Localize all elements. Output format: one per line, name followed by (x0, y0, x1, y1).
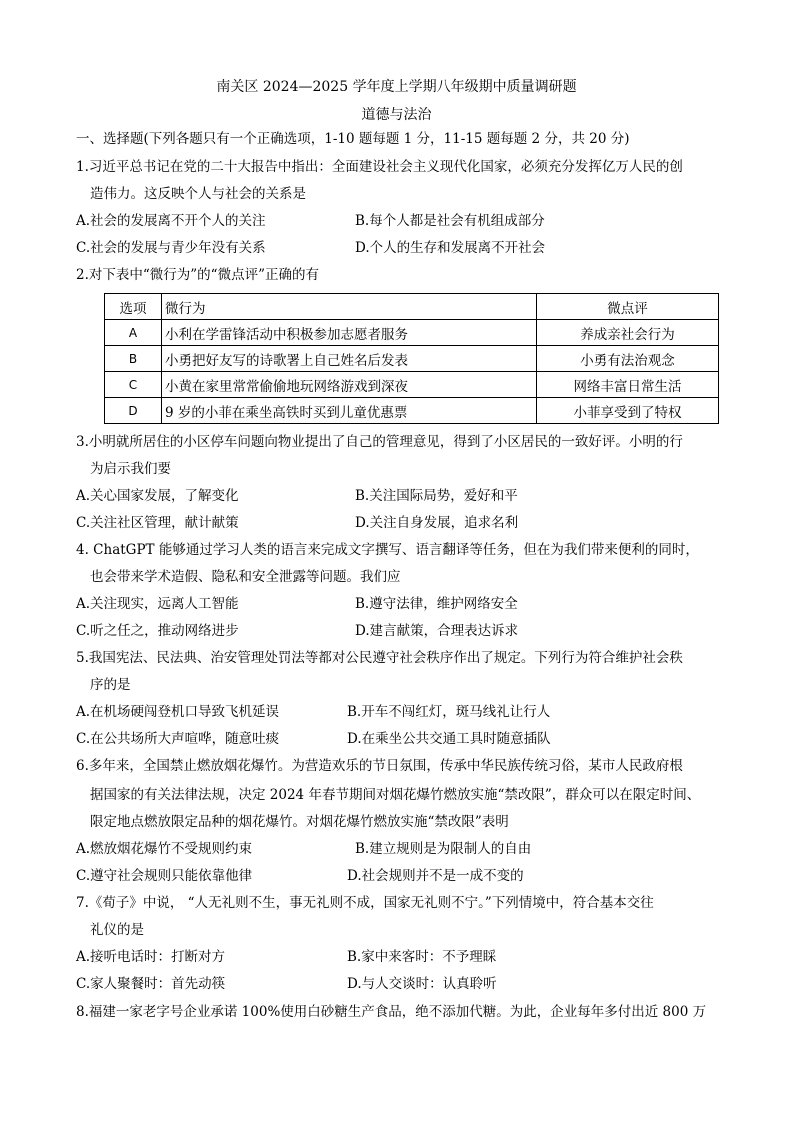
table-cell: 小勇把好友写的诗歌署上自己姓名后发表 (162, 346, 537, 372)
q5-option-d: D.在乘坐公共交通工具时随意插队 (347, 731, 551, 747)
table-cell: 小黄在家里常常偷偷地玩网络游戏到深夜 (162, 372, 537, 398)
q3-option-c: C.关注社区管理，献计献策 (76, 515, 239, 531)
q6-stem-line3: 限定地点燃放限定品种的烟花爆竹。对烟花爆竹燃放实施“禁改限”表明 (90, 814, 509, 830)
q5-stem-line1: 5.我国宪法、民法典、治安管理处罚法等都对公民遵守社会秩序作出了规定。下列行为符合维护社会秩 (76, 650, 683, 666)
q8-stem-line1: 8.福建一家老字号企业承诺 100%使用白砂糖生产食品，绝不添加代糖。为此，企业每年多付出近 800 万 (76, 1004, 707, 1020)
q1-option-c: C.社会的发展与青少年没有关系 (76, 240, 266, 256)
q6-option-d: D.社会规则并不是一成不变的 (347, 868, 524, 884)
table-cell: 网络丰富日常生活 (537, 372, 719, 398)
q1-option-a: A.社会的发展离不开个人的关注 (76, 213, 266, 229)
q6-stem-line2: 据国家的有关法律法规，决定 2024 年春节期间对烟花爆竹燃放实施“禁改限”，群众可以在限定时间、 (90, 787, 701, 803)
q3-option-d: D.关注自身发展，追求名利 (355, 515, 519, 531)
q7-option-d: D.与人交谈时：认真聆听 (347, 976, 497, 992)
q5-stem-line2: 序的是 (90, 677, 131, 693)
table-header-cell: 微行为 (162, 294, 537, 320)
q5-option-b: B.开车不闯红灯，斑马线礼让行人 (347, 704, 551, 720)
q3-stem-line1: 3.小明就所居住的小区停车问题向物业提出了自己的管理意见，得到了小区居民的一致好评。小明的行 (76, 434, 683, 450)
q6-option-a: A.燃放烟花爆竹不受规则约束 (76, 841, 253, 857)
q4-option-a: A.关注现实，远离人工智能 (76, 596, 239, 612)
q5-option-a: A.在机场硬闯登机口导致飞机延误 (76, 704, 280, 720)
table-cell: B (105, 346, 162, 372)
q7-option-c: C.家人聚餐时：首先动筷 (76, 976, 226, 992)
exam-subject: 道德与法治 (361, 107, 432, 123)
q1-stem-line2: 造伟力。这反映个人与社会的关系是 (90, 186, 306, 202)
q1-stem-line1: 1.习近平总书记在党的二十大报告中指出：全面建设社会主义现代化国家，必须充分发挥亿万人民的创 (76, 159, 683, 175)
q4-option-c: C.听之任之，推动网络进步 (76, 623, 239, 639)
table-cell: 小勇有法治观念 (537, 346, 719, 372)
q6-stem-line1: 6.多年来，全国禁止燃放烟花爆竹。为营造欢乐的节日氛围，传承中华民族传统习俗，某市人民政府根 (76, 758, 683, 774)
q1-option-d: D.个人的生存和发展离不开社会 (355, 240, 546, 256)
q6-option-b: B.建立规则是为限制人的自由 (355, 841, 532, 857)
q6-option-c: C.遵守社会规则只能依靠他律 (76, 868, 253, 884)
table-cell: C (105, 372, 162, 398)
table-header-row (105, 294, 719, 320)
q4-stem-line1: 4. ChatGPT 能够通过学习人类的语言来完成文字撰写、语言翻译等任务，但在为我们带来便利的同时， (76, 542, 699, 558)
table-cell: A (105, 320, 162, 346)
table-cell: 养成亲社会行为 (537, 320, 719, 346)
q7-stem-line1: 7.《荀子》中说， “人无礼则不生，事无礼则不成，国家无礼则不宁。”下列情境中，符合基本交往 (76, 895, 654, 911)
table-row (105, 398, 719, 424)
q3-stem-line2: 为启示我们要 (90, 461, 171, 477)
table-row (105, 346, 719, 372)
q7-option-b: B.家中来客时：不予理睬 (347, 949, 497, 965)
q4-option-b: B.遵守法律，维护网络安全 (355, 596, 518, 612)
q7-stem-line2: 礼仪的是 (90, 922, 144, 938)
q1-option-b: B.每个人都是社会有机组成部分 (355, 213, 545, 229)
table-cell: 小利在学雷锋活动中积极参加志愿者服务 (162, 320, 537, 346)
table-cell: 9 岁的小菲在乘坐高铁时买到儿童优惠票 (162, 398, 537, 424)
table-header-cell: 选项 (105, 294, 162, 320)
section-heading: 一、选择题(下列各题只有一个正确选项，1-10 题每题 1 分，11-15 题每题 2 分，共 20 分) (76, 131, 630, 147)
q2-stem: 2.对下表中“微行为”的“微点评”正确的有 (76, 267, 319, 283)
q3-option-a: A.关心国家发展，了解变化 (76, 488, 239, 504)
table-cell: D (105, 398, 162, 424)
q5-option-c: C.在公共场所大声喧哗，随意吐痰 (76, 731, 280, 747)
table-row (105, 320, 719, 346)
q7-option-a: A.接听电话时：打断对方 (76, 949, 226, 965)
q3-option-b: B.关注国际局势，爱好和平 (355, 488, 518, 504)
exam-title: 南关区 2024—2025 学年度上学期八年级期中质量调研题 (216, 79, 577, 95)
table-cell: 小菲享受到了特权 (537, 398, 719, 424)
q4-stem-line2: 也会带来学术造假、隐私和安全泄露等问题。我们应 (90, 569, 401, 585)
q4-option-d: D.建言献策，合理表达诉求 (355, 623, 519, 639)
q2-table (104, 293, 719, 424)
table-row (105, 372, 719, 398)
table-header-cell: 微点评 (537, 294, 719, 320)
